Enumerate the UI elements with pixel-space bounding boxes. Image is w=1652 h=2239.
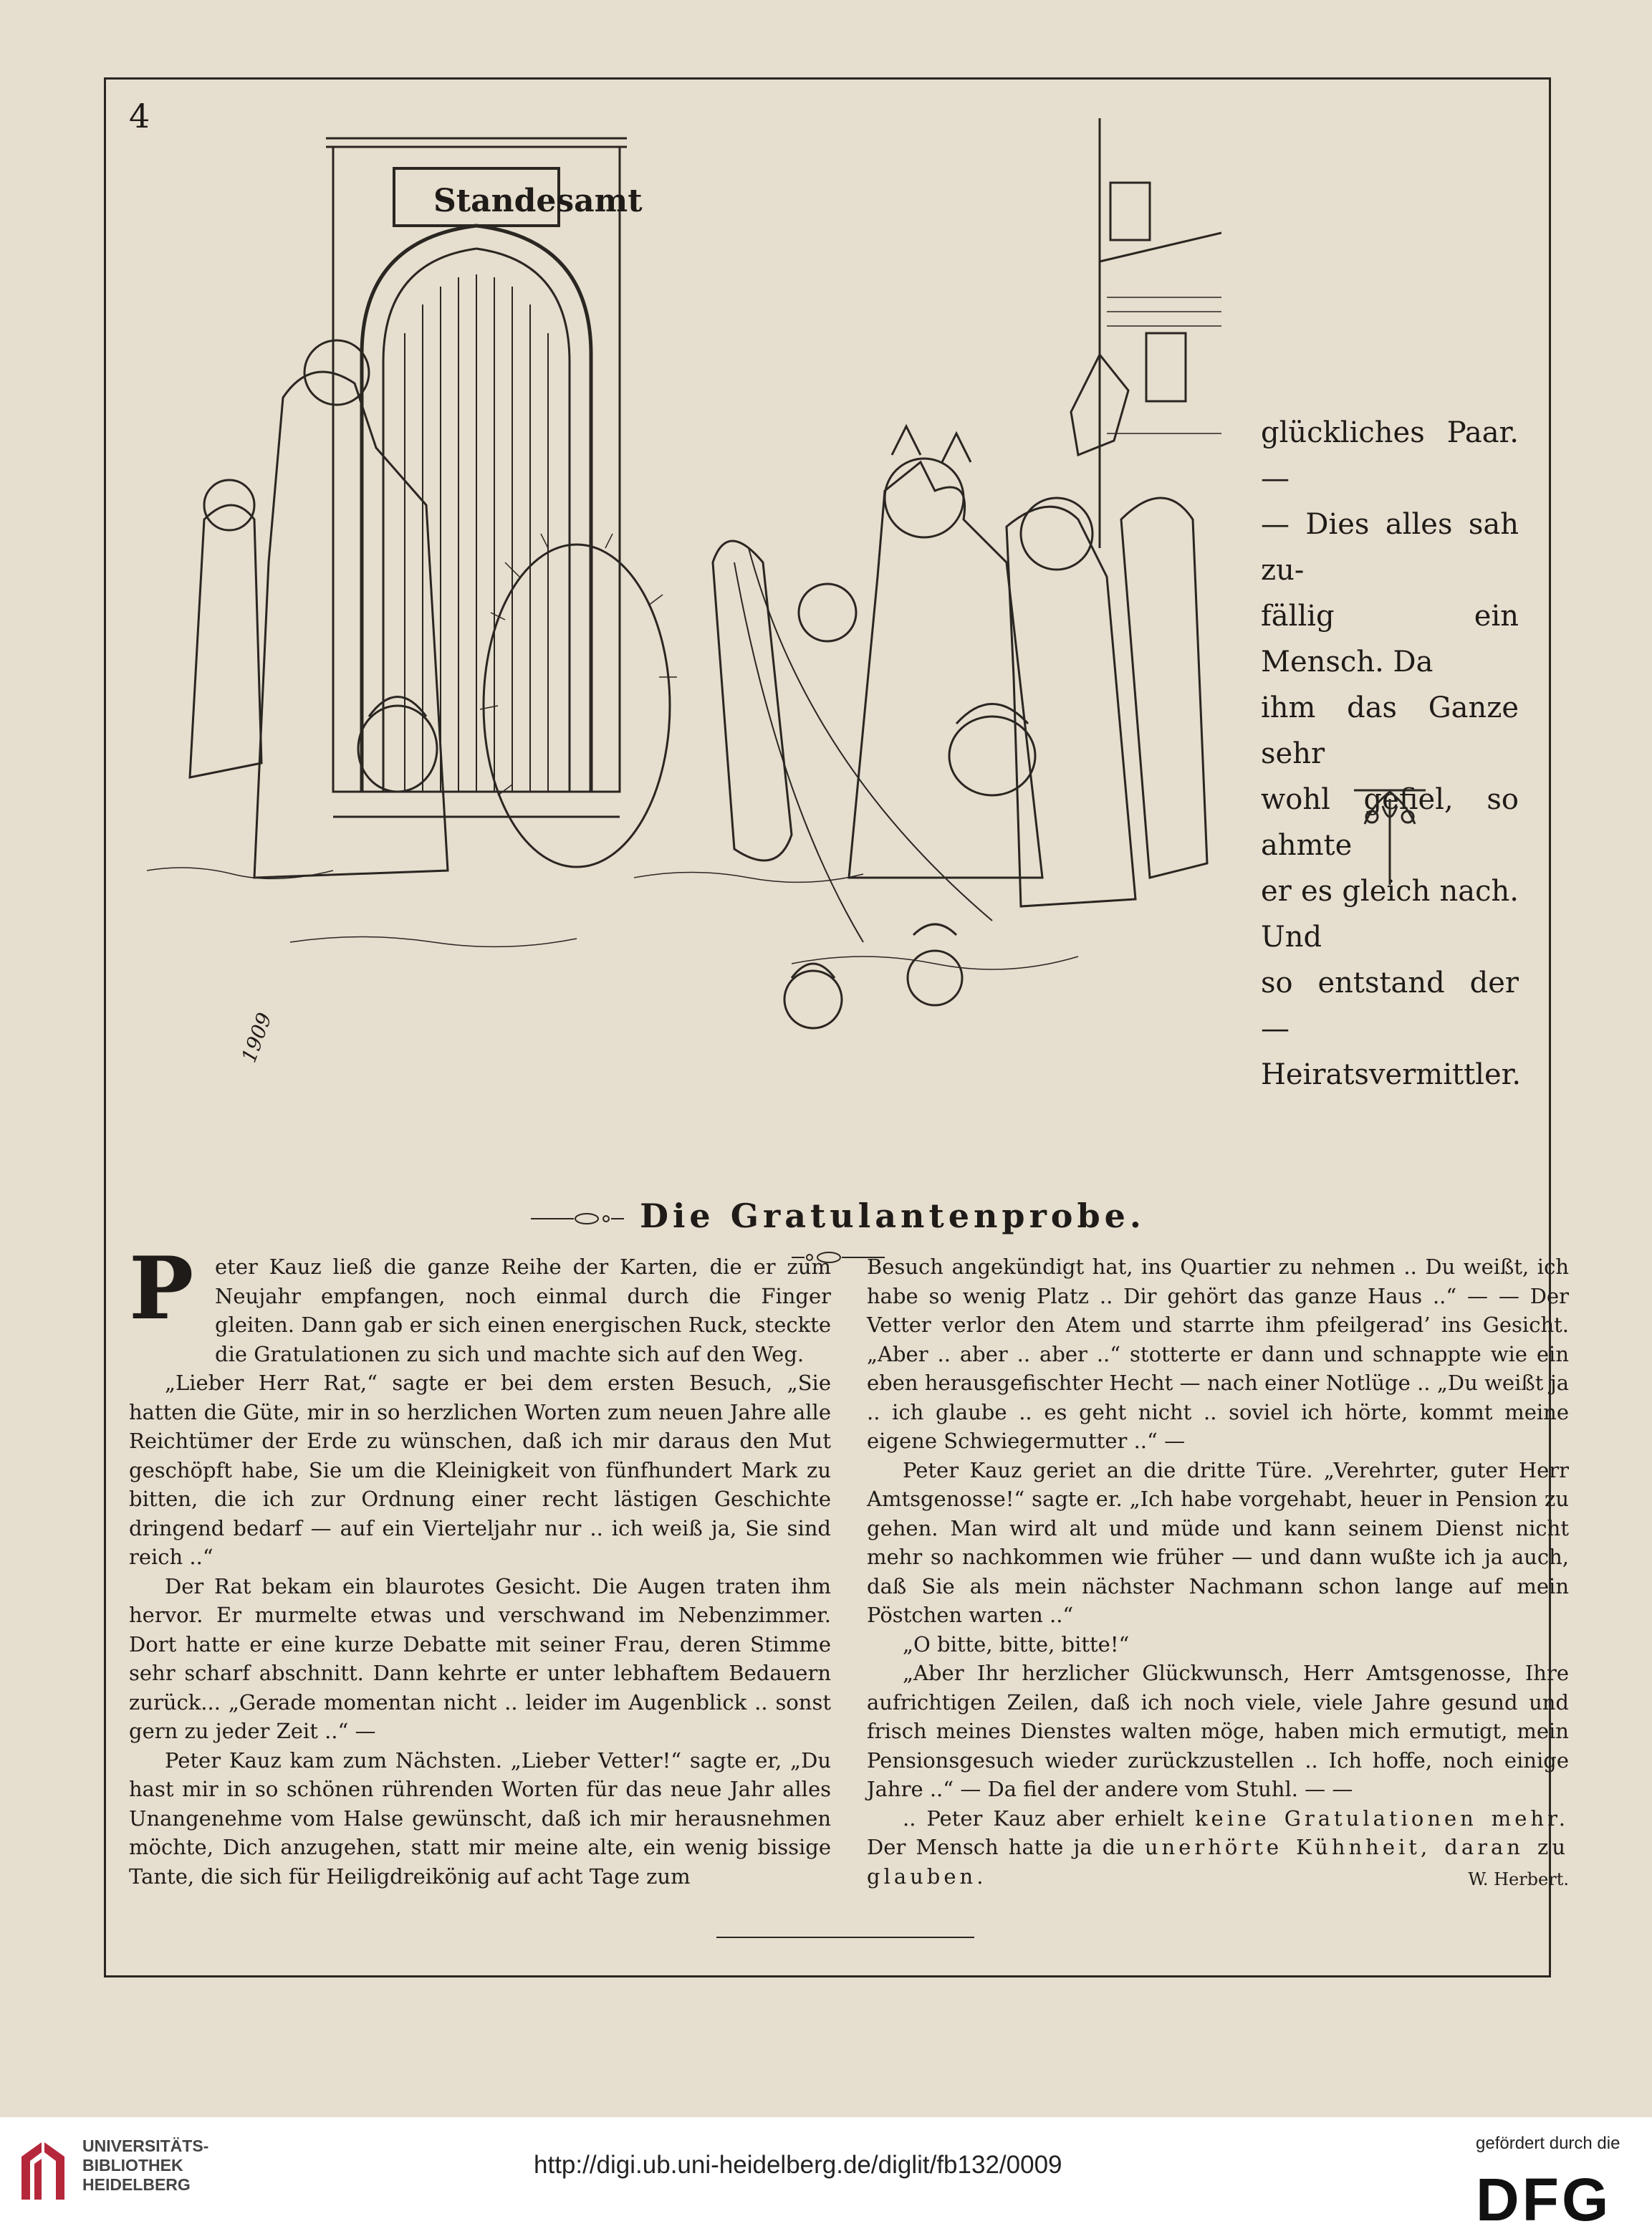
illustration-caption [1261,410,1522,1098]
paragraph [129,1238,831,1368]
end-rule [716,1937,974,1938]
closing-text: Der Mensch hatte ja die [867,1835,1135,1859]
caption-line: — Dies alles sah zu- [1261,508,1519,587]
paragraph: Peter Kauz geriet an die dritte Türe. „Verehrter, guter Herr Amtsgenosse!“ sagte er. „Ich habe vorgehabt, heuer in Pension zu gehen. Man wird alt und müde und kann seinem Dienst nicht mehr so nachkommen wie früher — und dann wußte ich ja auch, daß Sie als mein nächster Nachmann schon lange auf mein Pöstchen warten ..“ [867,1457,1569,1627]
closing-paragraph [867,1804,1569,1892]
article-column-right [867,1252,1569,1894]
article-title: Die Gratulantenprobe. [640,1197,1146,1235]
illustration-drawing [147,118,1221,1121]
caption-line: fällig ein Mensch. Da [1261,600,1519,679]
caption-line: ihm das Ganze sehr [1261,691,1519,770]
illustration-wedding-registry [147,118,1221,1121]
institution-line: HEIDELBERG [82,2175,191,2194]
title-ornament-left [531,1211,624,1227]
paragraph: „Lieber Herr Rat,“ sagte er bei dem ersten Besuch, „Sie hatten die Güte, mir in so herzlichen Worten zum neuen Jahre alle Reichtümer der Erde zu wünschen, daß ich mir daraus den Mut geschöpft habe, Sie um die Kleinigkeit von fünfhundert Mark zu bitten, die ich zur Ordnung einer recht lästigen Geschichte dringend bedarf — auf ein Vierteljahr nur .. ich weiß ja, Sie sind reich ..“ [129,1371,831,1569]
drop-cap: P [129,1238,194,1339]
dfg-logo[interactable]: DFG [1476,2166,1612,2233]
ornament-divider [1350,785,1429,892]
funded-by-text: gefördert durch die [1476,2134,1620,2153]
page-number: 4 [129,97,150,135]
caption-line: wohl gefiel, so ahmte [1261,783,1519,862]
article-column-left [129,1238,831,1891]
permalink-url[interactable]: http://digi.ub.uni-heidelberg.de/diglit/fb132/0009 [534,2151,1062,2179]
institution-name[interactable] [82,2137,208,2195]
university-library-logo-icon[interactable] [14,2135,72,2207]
paragraph: Peter Kauz kam zum Nächsten. „Lieber Vetter!“ sagte er, „Du hast mir in so schönen rührenden Worten für das neue Jahr alles Unangenehme vom Halse gewünscht, daß ich mir herausnehmen möchte, Dich anzugehen, statt mir meine alte, ein wenig bissige Tante, die sich für Heiligdreikönig auf acht Tage zum [129,1747,831,1889]
caption-line: Heiratsvermittler. [1261,1058,1522,1091]
caption-line: er es gleich nach. Und [1261,875,1519,954]
institution-line: BIBLIOTHEK [82,2156,183,2175]
caption-line: glückliches Paar. — [1261,416,1519,495]
paragraph: „O bitte, bitte, bitte!“ [903,1631,1130,1657]
sign-text: Standesamt [433,183,643,219]
institution-line: UNIVERSITÄTS- [82,2137,209,2155]
closing-emphasis: unerhörte Kühnheit, daran zu glauben. [867,1835,1569,1889]
artist-signature: 1909 [236,1010,277,1066]
paragraph: Besuch angekündigt hat, ins Quartier zu nehmen .. Du weißt, ich habe so wenig Platz .. Dir gehört das ganze Haus ..“ — — Der Vetter verlor den Atem und starrte ihm pfeilgerad’ ins Gesicht. „Aber .. aber .. aber ..“ stotterte er dann und schnappte wie ein eben herausgefischter Hecht — nach einer Notlüge .. „Du weißt ja .. ich glaube .. es geht nicht .. soviel ich hörte, kommt meine eigene Schwiegermutter ..“ — [867,1255,1569,1453]
closing-text: .. Peter Kauz aber erhielt [903,1806,1185,1831]
caption-line: so entstand der — [1261,967,1519,1045]
paragraph-text: eter Kauz ließ die ganze Reihe der Karten, die er zum Neujahr empfangen, noch einmal durch die Finger gleiten. Dann gab er sich einen energischen Ruck, steckte die Gratulationen zu sich und machte sich auf den Weg. [215,1255,831,1366]
paragraph: „Aber Ihr herzlicher Glückwunsch, Herr Amtsgenosse, Ihre aufrichtigen Zeilen, daß ich noch viele, viele Jahre gesund und frisch meines Dienstes walten möge, haben mich ermutigt, mein Pensionsgesuch wieder zurückzustellen .. Ich hoffe, noch einige Jahre ..“ — Da fiel der andere vom Stuhl. — — [867,1661,1569,1801]
article-author: W. Herbert. [1468,1869,1569,1889]
closing-emphasis: keine Gratulationen mehr. [1194,1806,1569,1831]
paragraph: Der Rat bekam ein blaurotes Gesicht. Die Augen traten ihm hervor. Er murmelte etwas und verschwand im Nebenzimmer. Dort hatte er eine kurze Debatte mit seiner Frau, deren Stimme sehr scharf abschnitt. Dann kehrte er unter lebhaftem Bedauern zurück... „Gerade momentan nicht .. leider im Augenblick .. sonst gern zu jeder Zeit ..“ — [129,1573,831,1743]
